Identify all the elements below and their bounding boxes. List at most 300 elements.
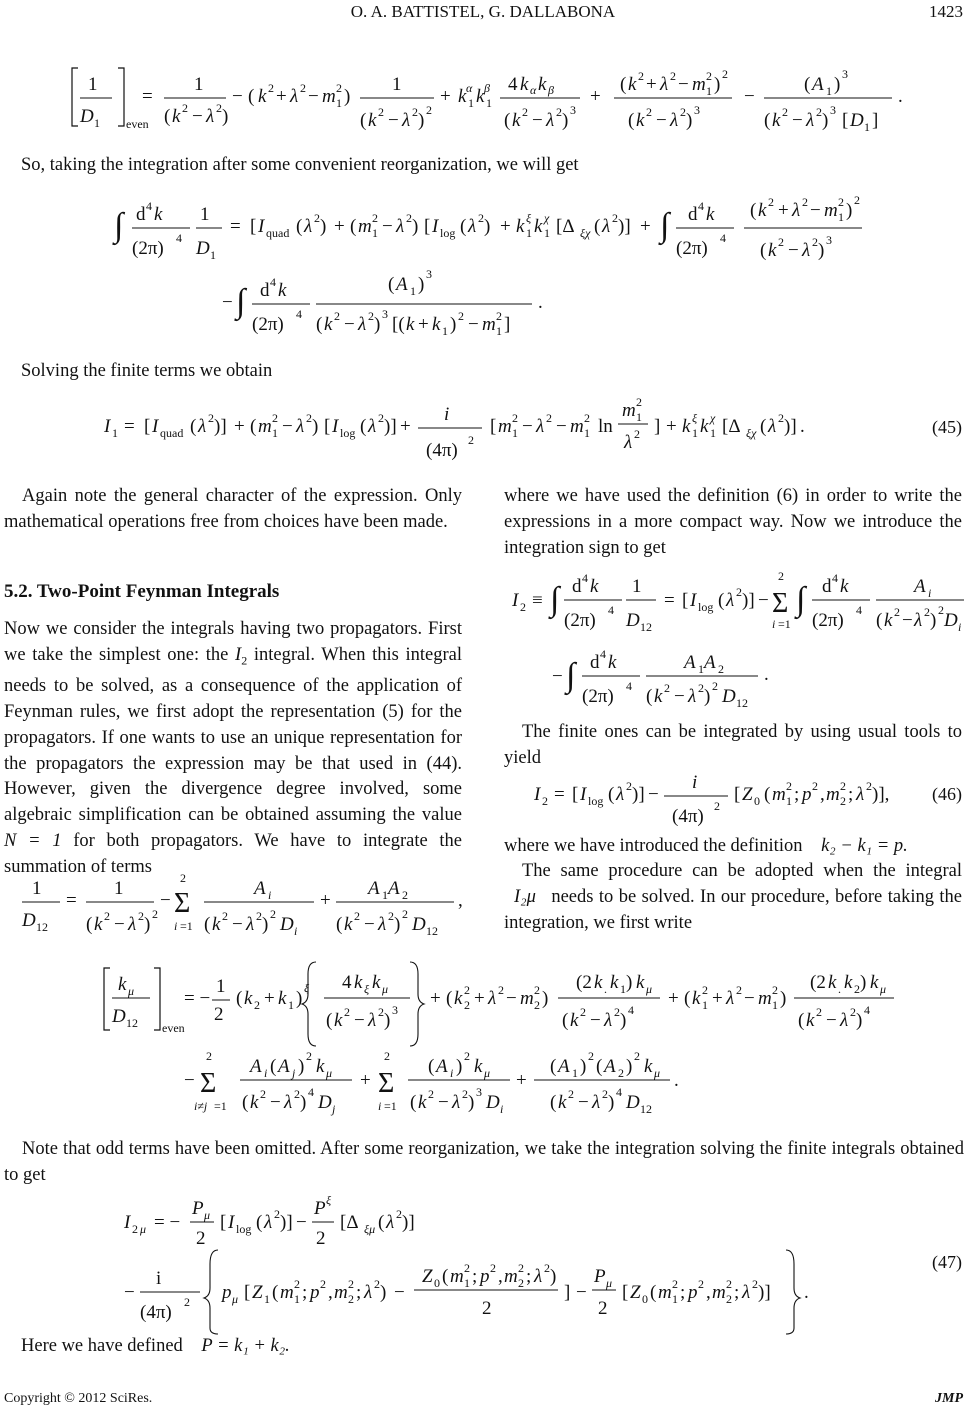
svg-text:λ: λ <box>304 216 313 237</box>
svg-text:Z: Z <box>252 1282 263 1303</box>
svg-text:(: ( <box>628 110 635 131</box>
svg-text:(: ( <box>86 914 93 935</box>
svg-text:−: − <box>578 1092 589 1113</box>
svg-text:−: − <box>160 890 171 911</box>
equation-46 <box>504 768 914 826</box>
svg-text:(: ( <box>296 216 303 237</box>
svg-text:λ: λ <box>368 1010 377 1031</box>
svg-text:2: 2 <box>706 69 712 83</box>
svg-text:2: 2 <box>544 1261 550 1275</box>
svg-text:(: ( <box>336 914 343 935</box>
svg-text:P: P <box>314 1198 326 1219</box>
svg-text:k: k <box>172 106 181 127</box>
svg-text:k: k <box>628 74 637 95</box>
svg-text:k: k <box>212 914 221 935</box>
svg-text:2: 2 <box>274 1207 280 1221</box>
svg-text:k: k <box>278 280 287 301</box>
svg-text:k: k <box>700 416 709 437</box>
svg-text:): ) <box>312 416 319 437</box>
svg-text:): ) <box>608 1092 615 1113</box>
svg-text:μ: μ <box>880 982 887 996</box>
svg-text:): ) <box>580 1056 587 1077</box>
svg-text:2: 2 <box>626 779 632 793</box>
svg-text:12: 12 <box>426 924 438 938</box>
svg-text:=: = <box>66 890 77 911</box>
svg-text:12: 12 <box>640 620 652 634</box>
svg-text:2: 2 <box>838 195 844 209</box>
svg-text:)]: )] <box>402 1212 415 1233</box>
equation-45-number: (45) <box>932 417 962 437</box>
svg-text:0: 0 <box>642 1292 648 1306</box>
svg-text:2: 2 <box>294 1277 300 1291</box>
svg-text:log: log <box>698 600 714 614</box>
svg-text:+: + <box>590 86 601 107</box>
svg-text:−: − <box>222 292 233 313</box>
svg-text:I: I <box>690 590 697 611</box>
svg-text:]: ] <box>504 314 511 335</box>
svg-text:4: 4 <box>698 199 704 213</box>
svg-text:k: k <box>840 576 849 597</box>
svg-text:k: k <box>594 972 603 993</box>
svg-text:;: ; <box>472 1266 478 1287</box>
svg-text:4: 4 <box>832 571 838 585</box>
svg-text:;: ; <box>356 1282 362 1303</box>
svg-text:2: 2 <box>736 983 742 997</box>
svg-text:m: m <box>758 988 772 1009</box>
svg-text:)]: )] <box>618 216 631 237</box>
svg-text:k: k <box>154 204 163 225</box>
svg-text:k: k <box>758 200 767 221</box>
svg-text:2: 2 <box>778 569 784 583</box>
svg-text:2: 2 <box>520 600 526 614</box>
svg-text:λ: λ <box>914 610 923 631</box>
svg-text:2: 2 <box>314 211 320 225</box>
svg-text:2: 2 <box>402 907 408 921</box>
svg-text:1: 1 <box>864 120 870 134</box>
svg-text:(: ( <box>876 610 883 631</box>
svg-text:A: A <box>604 1056 616 1077</box>
svg-text:(: ( <box>350 216 357 237</box>
svg-text:4: 4 <box>342 972 352 993</box>
svg-text:β: β <box>484 81 490 95</box>
svg-text:+: + <box>778 200 789 221</box>
svg-text:∫: ∫ <box>114 207 124 244</box>
svg-text:(: ( <box>764 110 771 131</box>
svg-text:2: 2 <box>568 1087 574 1101</box>
svg-text:D: D <box>112 1006 126 1027</box>
svg-text:k: k <box>476 86 485 107</box>
svg-text:2: 2 <box>712 679 718 693</box>
svg-text:): ) <box>484 216 491 237</box>
svg-text:(2π): (2π) <box>812 610 844 631</box>
svg-text:2: 2 <box>812 235 818 249</box>
svg-text:2: 2 <box>584 411 590 425</box>
svg-text:=1: =1 <box>778 617 791 631</box>
svg-text:D: D <box>722 686 736 707</box>
symbol-i2mu: I₂μ <box>514 886 536 907</box>
svg-text:k: k <box>884 610 893 631</box>
svg-text:2: 2 <box>378 1005 384 1019</box>
section-heading-5-2: 5.2. Two-Point Feynman Integrals <box>4 581 280 602</box>
svg-text:3: 3 <box>382 307 388 321</box>
svg-text:2: 2 <box>104 909 110 923</box>
svg-text:(: ( <box>646 686 653 707</box>
svg-text:(: ( <box>326 1010 333 1031</box>
svg-text:[Δ: [Δ <box>556 216 575 237</box>
footer-copyright: Copyright © 2012 SciRes. <box>4 1391 153 1406</box>
svg-text:log: log <box>236 1222 252 1236</box>
svg-text:): ) <box>412 216 419 237</box>
svg-text:β: β <box>548 83 554 97</box>
definition-p: k₂ − k₁ = p. <box>821 836 908 856</box>
svg-text:D: D <box>626 1092 640 1113</box>
svg-text:(: ( <box>550 1092 557 1113</box>
svg-text:−: − <box>232 86 243 107</box>
svg-text:λ: λ <box>592 1092 601 1113</box>
definition-capital-p: P = k₁ + k₂. <box>201 1336 290 1356</box>
svg-text:k: k <box>570 1010 579 1031</box>
svg-text:2: 2 <box>196 1228 206 1249</box>
svg-text:λ: λ <box>198 416 207 437</box>
svg-text:I: I <box>228 1212 235 1233</box>
svg-text:m: m <box>482 314 496 335</box>
svg-text:−: − <box>438 1092 449 1113</box>
svg-text:μ: μ <box>646 982 653 996</box>
svg-text:(: ( <box>204 914 211 935</box>
svg-text:;: ; <box>680 1282 686 1303</box>
svg-text:I: I <box>332 416 339 437</box>
svg-text:]: ] <box>872 110 879 131</box>
svg-text:): ) <box>818 240 825 261</box>
svg-text:μ: μ <box>232 1292 239 1306</box>
svg-text:2: 2 <box>534 998 540 1012</box>
paragraph-here-defined <box>21 1334 921 1360</box>
svg-text:2: 2 <box>426 103 432 117</box>
svg-text:1: 1 <box>526 226 532 240</box>
svg-text:λ: λ <box>624 432 633 453</box>
svg-text:.: . <box>538 292 543 313</box>
svg-text:[Δ: [Δ <box>340 1212 359 1233</box>
svg-text:2: 2 <box>458 309 464 323</box>
svg-text:k: k <box>768 240 777 261</box>
svg-text:2: 2 <box>614 1005 620 1019</box>
svg-text:m: m <box>570 416 584 437</box>
svg-text:1: 1 <box>772 998 778 1012</box>
svg-text:(: ( <box>596 1056 603 1077</box>
svg-text:k: k <box>458 86 467 107</box>
page-number: 1423 <box>929 2 963 21</box>
svg-text:(: ( <box>248 86 255 107</box>
svg-text:k: k <box>250 1092 259 1113</box>
svg-text:d: d <box>688 204 698 225</box>
svg-text:χ: χ <box>544 211 550 225</box>
svg-text:2: 2 <box>348 1292 354 1306</box>
svg-text:m: m <box>322 86 336 107</box>
svg-text:k: k <box>118 974 127 995</box>
svg-text:[: [ <box>220 1212 227 1233</box>
svg-text:1: 1 <box>706 84 712 98</box>
svg-text:λ: λ <box>840 1010 849 1031</box>
svg-text:i: i <box>174 919 178 933</box>
svg-text:λ: λ <box>358 314 367 335</box>
svg-text:i: i <box>772 617 776 631</box>
svg-text:μ: μ <box>654 1066 661 1080</box>
svg-text:d: d <box>590 652 600 673</box>
svg-text:0: 0 <box>434 1276 440 1290</box>
equation-kmu-over-d12-even <box>80 954 940 1132</box>
svg-text:): ) <box>542 988 549 1009</box>
svg-text:k: k <box>654 686 663 707</box>
svg-text:4: 4 <box>864 1003 870 1017</box>
svg-text:0: 0 <box>754 794 760 808</box>
svg-text:μ: μ <box>204 1208 211 1222</box>
equation-46-number: (46) <box>932 784 962 804</box>
svg-text:): ) <box>394 914 401 935</box>
svg-text:A: A <box>558 1056 570 1077</box>
svg-text:4: 4 <box>608 603 614 617</box>
svg-text:1: 1 <box>698 662 704 676</box>
svg-text:k: k <box>538 74 547 95</box>
svg-text:2: 2 <box>518 1261 524 1275</box>
svg-text:λ: λ <box>616 784 625 805</box>
svg-text:=: = <box>230 216 241 237</box>
svg-text:2: 2 <box>490 1261 496 1275</box>
svg-text:): ) <box>380 1282 387 1303</box>
svg-text:D: D <box>280 914 294 935</box>
svg-text:−: − <box>296 1212 307 1233</box>
svg-text:+: + <box>666 416 677 437</box>
svg-text:D: D <box>412 914 426 935</box>
svg-text:i: i <box>958 620 962 634</box>
svg-text:,: , <box>328 1282 333 1303</box>
svg-text:2: 2 <box>786 779 792 793</box>
svg-text:2: 2 <box>214 1004 224 1025</box>
svg-text:k: k <box>844 972 853 993</box>
svg-text:2: 2 <box>542 794 548 808</box>
svg-text:I: I <box>104 416 111 437</box>
svg-text:k: k <box>806 1010 815 1031</box>
svg-text:i: i <box>500 1102 504 1116</box>
svg-text:Z: Z <box>630 1282 641 1303</box>
svg-text:2: 2 <box>374 1277 380 1291</box>
svg-text:λ: λ <box>670 110 679 131</box>
svg-text:4: 4 <box>626 679 632 693</box>
svg-text:p: p <box>222 1282 232 1303</box>
svg-text:3: 3 <box>476 1085 482 1099</box>
svg-text:2: 2 <box>768 195 774 209</box>
svg-text:(: ( <box>798 1010 805 1031</box>
svg-text:i: i <box>444 404 450 425</box>
svg-text:−: − <box>388 110 399 131</box>
svg-text:): ) <box>780 988 787 1009</box>
svg-text:log: log <box>440 226 456 240</box>
svg-text:+: + <box>400 416 411 437</box>
svg-text:2: 2 <box>402 888 408 902</box>
svg-text:A: A <box>436 1056 448 1077</box>
svg-text:,: , <box>498 1266 503 1287</box>
svg-text:−: − <box>744 988 755 1009</box>
svg-text:2: 2 <box>924 605 930 619</box>
svg-text:i: i <box>294 924 298 938</box>
equation-d1-even-expansion <box>60 60 920 142</box>
svg-text:−: − <box>364 914 375 935</box>
equation-one-over-d12 <box>14 868 474 954</box>
svg-text:(: ( <box>250 416 257 437</box>
svg-text:D: D <box>80 106 94 127</box>
svg-text:[: [ <box>572 784 579 805</box>
svg-text:λ: λ <box>296 416 305 437</box>
svg-text:[: [ <box>424 216 431 237</box>
svg-text:1: 1 <box>486 96 492 110</box>
svg-text:D: D <box>850 110 864 131</box>
svg-text:λ: λ <box>688 686 697 707</box>
svg-text:m: m <box>824 200 838 221</box>
svg-text:4: 4 <box>600 647 606 661</box>
svg-text:k: k <box>258 86 267 107</box>
svg-text:+: + <box>712 988 723 1009</box>
svg-text:2: 2 <box>840 779 846 793</box>
svg-text:2: 2 <box>672 1277 678 1291</box>
svg-text:2: 2 <box>334 309 340 323</box>
svg-text:1: 1 <box>210 248 216 262</box>
equation-i2-integral <box>504 562 964 718</box>
svg-text:−: − <box>902 610 913 631</box>
svg-text:[: [ <box>622 1282 629 1303</box>
svg-text:λ: λ <box>378 914 387 935</box>
svg-text:λ: λ <box>546 110 555 131</box>
svg-text:λ: λ <box>368 416 377 437</box>
svg-text:k: k <box>772 110 781 131</box>
svg-text:12: 12 <box>126 1016 138 1030</box>
svg-text:μ: μ <box>484 1066 491 1080</box>
svg-text:(: ( <box>460 216 467 237</box>
svg-text:)]: )] <box>280 1212 293 1233</box>
svg-text:): ) <box>860 972 867 993</box>
svg-text:(: ( <box>190 416 197 437</box>
svg-text:m: m <box>504 1266 518 1287</box>
svg-text:2: 2 <box>294 1087 300 1101</box>
svg-text:(: ( <box>760 240 767 261</box>
svg-text:μ: μ <box>140 1222 147 1236</box>
svg-text:A: A <box>368 878 380 899</box>
svg-text:−: − <box>758 590 769 611</box>
svg-text:[: [ <box>842 110 849 131</box>
svg-text:even: even <box>162 1021 185 1035</box>
svg-text:3: 3 <box>392 1003 398 1017</box>
svg-text:2: 2 <box>602 1087 608 1101</box>
svg-text:2: 2 <box>412 105 418 119</box>
svg-text:1: 1 <box>702 998 708 1012</box>
svg-text:μ: μ <box>128 984 135 998</box>
svg-text:+: + <box>276 86 287 107</box>
svg-text:k: k <box>432 314 441 335</box>
svg-text:(4π): (4π) <box>140 1302 172 1323</box>
svg-text:α: α <box>530 83 537 97</box>
svg-text:I: I <box>432 216 439 237</box>
svg-text:ξ: ξ <box>692 411 698 425</box>
svg-text:D: D <box>486 1092 500 1113</box>
svg-text:ξ: ξ <box>526 211 532 225</box>
equation-45 <box>100 392 880 476</box>
svg-text:A: A <box>388 878 400 899</box>
svg-text:4: 4 <box>628 1003 634 1017</box>
svg-text:)]: )] <box>784 416 797 437</box>
svg-text:−: − <box>792 110 803 131</box>
svg-text:[: [ <box>734 784 741 805</box>
svg-text:= −: = − <box>184 988 211 1009</box>
svg-text:= −: = − <box>154 1212 181 1233</box>
svg-text:): ) <box>456 1056 463 1077</box>
svg-text:1: 1 <box>264 1292 270 1306</box>
svg-text:k: k <box>94 914 103 935</box>
svg-text:=: = <box>142 86 153 107</box>
svg-text:2: 2 <box>306 411 312 425</box>
svg-text:1: 1 <box>838 210 844 224</box>
svg-text:2: 2 <box>778 411 784 425</box>
svg-text:(2π): (2π) <box>252 314 284 335</box>
svg-text:d: d <box>260 280 270 301</box>
svg-text:∫: ∫ <box>550 581 560 618</box>
svg-text:2: 2 <box>384 1049 390 1063</box>
svg-text:−: − <box>810 200 821 221</box>
svg-text:m: m <box>772 784 786 805</box>
svg-text:[Δ: [Δ <box>722 416 741 437</box>
svg-text:[: [ <box>244 1282 251 1303</box>
svg-text:m: m <box>358 216 372 237</box>
svg-text:log: log <box>340 426 356 440</box>
svg-text:λ: λ <box>396 216 405 237</box>
svg-text:α: α <box>466 81 473 95</box>
svg-text:A: A <box>278 1056 290 1077</box>
svg-text:1: 1 <box>496 324 502 338</box>
svg-text:2: 2 <box>546 411 552 425</box>
svg-text:A: A <box>704 652 716 673</box>
svg-text:m: m <box>658 1282 672 1303</box>
svg-text:2: 2 <box>180 871 186 885</box>
svg-text:k: k <box>682 416 691 437</box>
svg-text:2: 2 <box>316 1228 326 1249</box>
svg-text:1: 1 <box>294 1292 300 1306</box>
paragraph-now-consider-part2: integral. When this integral needs to be solved, as a consequence of the application of Feynman rules, we first adopt the representation (5) for the propagators. If one wants to use an unique representation for the propagators the expression may be that used in (44). However, given the divergence degree involved, some algebraic simplification can be obtained assuming the value <box>4 644 463 826</box>
svg-text:−: − <box>232 914 243 935</box>
svg-text:i: i <box>264 1066 268 1080</box>
svg-text:∫: ∫ <box>660 207 670 244</box>
svg-text:−: − <box>576 1282 587 1303</box>
svg-text:k: k <box>692 988 701 1009</box>
svg-text:,: , <box>458 890 463 911</box>
svg-text:2: 2 <box>802 195 808 209</box>
svg-text:∫: ∫ <box>566 657 576 694</box>
paragraph-same-procedure-part1: The same procedure can be adopted when the integral <box>522 861 962 881</box>
svg-text:I: I <box>152 416 159 437</box>
svg-text:+: + <box>646 74 657 95</box>
svg-text:2: 2 <box>372 211 378 225</box>
svg-text:(: ( <box>270 1056 277 1077</box>
svg-text:ξ: ξ <box>304 981 310 995</box>
svg-text:1: 1 <box>88 74 98 95</box>
svg-text:2: 2 <box>588 1049 594 1063</box>
svg-text:4: 4 <box>308 1085 314 1099</box>
svg-text:2: 2 <box>482 1298 492 1319</box>
svg-text:(: ( <box>378 1212 385 1233</box>
svg-text:i: i <box>692 772 698 793</box>
svg-text:)],: )], <box>872 784 890 805</box>
svg-text:λ: λ <box>246 914 255 935</box>
svg-text:): ) <box>450 314 457 335</box>
svg-text:Σ: Σ <box>378 1068 395 1099</box>
svg-text:+: + <box>418 314 429 335</box>
svg-text:2: 2 <box>396 1207 402 1221</box>
